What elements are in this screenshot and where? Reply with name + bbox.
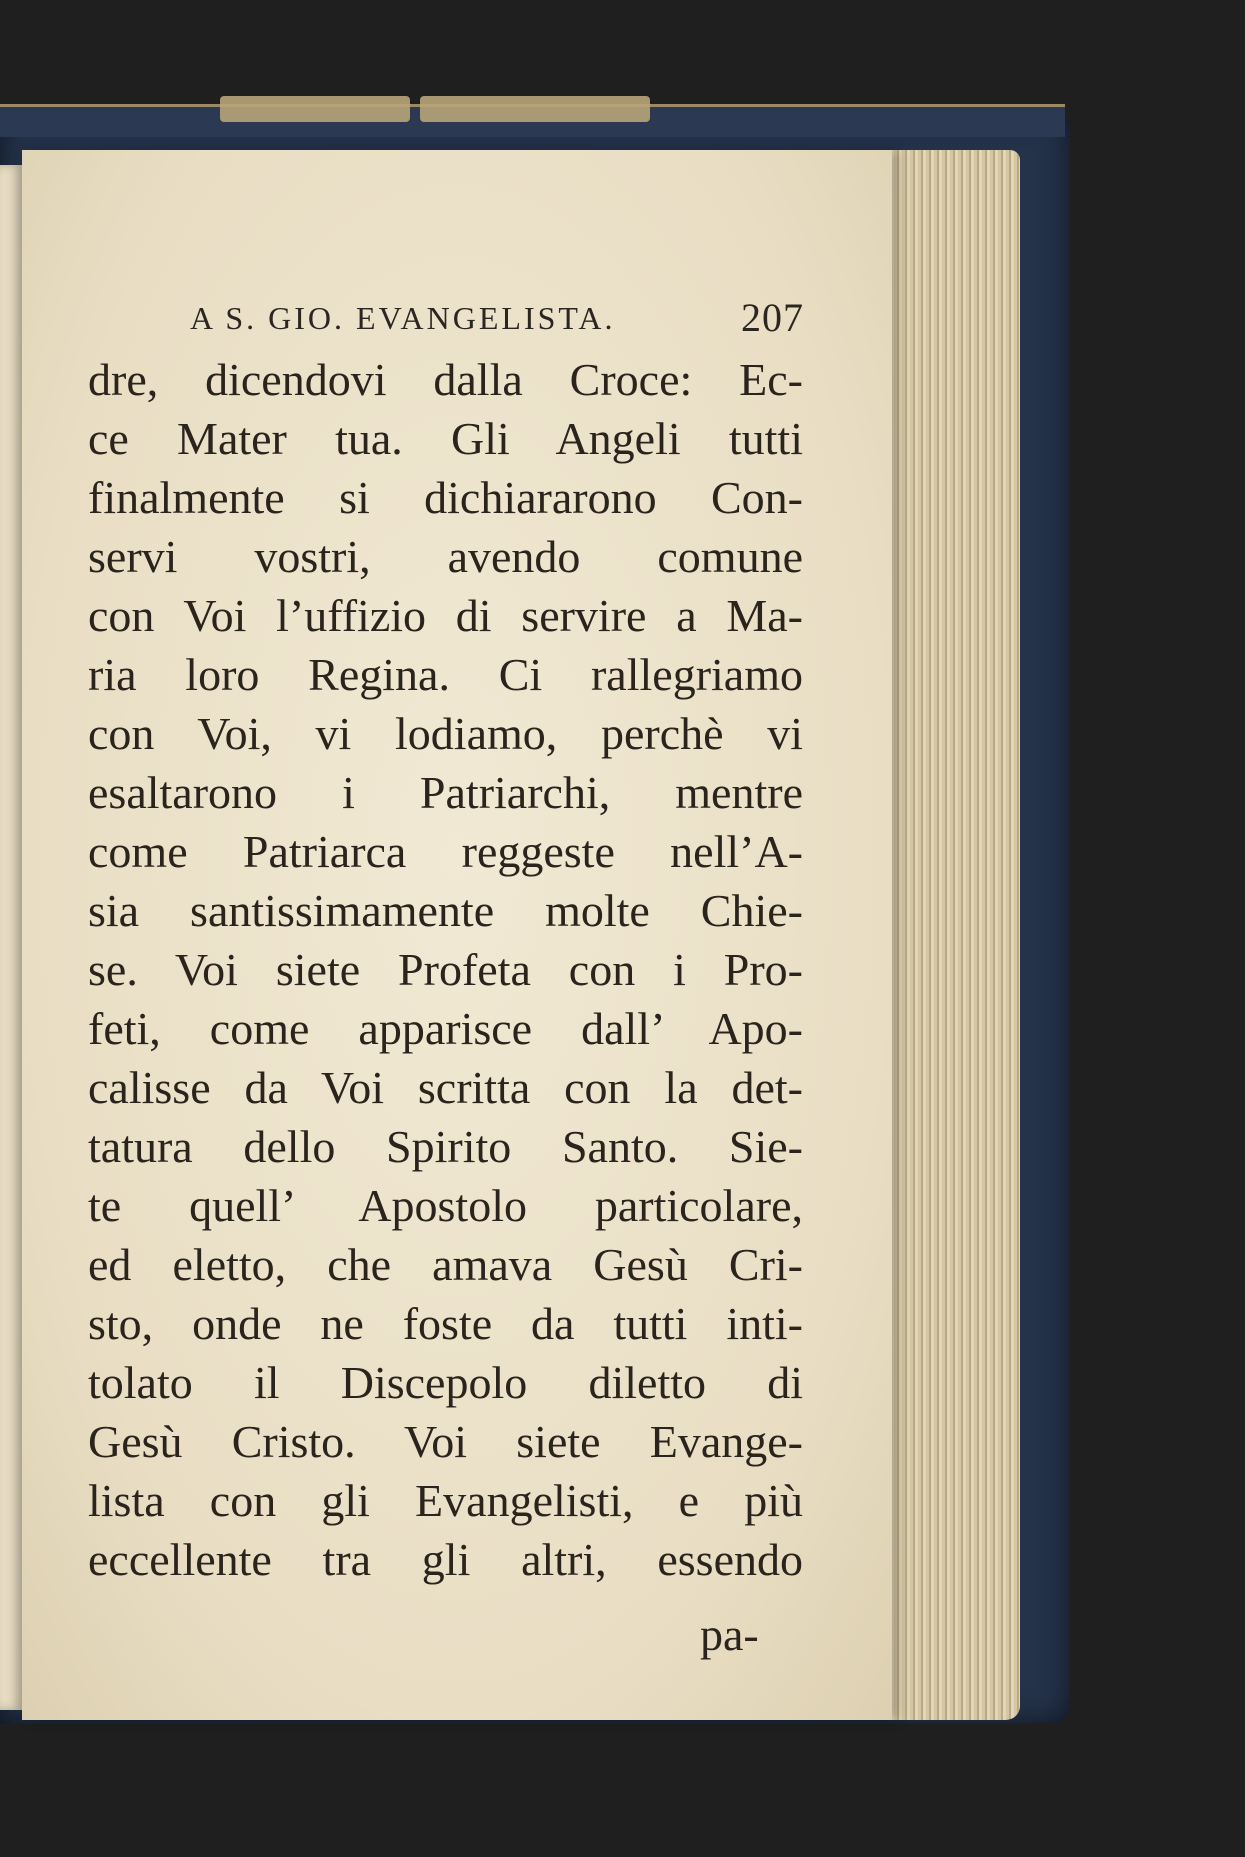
text-line: esaltarono i Patriarchi, mentre — [88, 767, 803, 818]
text-line: servi vostri, avendo comune — [88, 531, 803, 582]
text-line: Gesù Cristo. Voi siete Evange- — [88, 1416, 803, 1467]
text-line: finalmente si dichiararono Con- — [88, 472, 803, 523]
page-block-edge — [870, 150, 1020, 1720]
text-line: ria loro Regina. Ci rallegriamo — [88, 649, 803, 700]
text-line: come Patriarca reggeste nell’A- — [88, 826, 803, 877]
text-line: ed eletto, che amava Gesù Cri- — [88, 1239, 803, 1290]
text-line: sia santissimamente molte Chie- — [88, 885, 803, 936]
text-line: ce Mater tua. Gli Angeli tutti — [88, 413, 803, 464]
text-line: tatura dello Spirito Santo. Sie- — [88, 1121, 803, 1172]
running-head-title: A S. GIO. EVANGELISTA. — [190, 300, 616, 336]
facing-page-edge — [0, 165, 22, 1710]
torn-binding-strip — [220, 96, 410, 122]
text-line: te quell’ Apostolo particolare, — [88, 1180, 803, 1231]
text-line: calisse da Voi scritta con la det- — [88, 1062, 803, 1113]
page-body-text — [88, 350, 803, 1589]
text-line: sto, onde ne foste da tutti inti- — [88, 1298, 803, 1349]
torn-binding-strip — [420, 96, 650, 122]
catchword: pa- — [700, 1609, 759, 1660]
text-line: lista con gli Evangelisti, e più — [88, 1475, 803, 1526]
running-head — [190, 295, 810, 340]
text-line: con Voi, vi lodiamo, perchè vi — [88, 708, 803, 759]
text-line: dre, dicendovi dalla Croce: Ec- — [88, 354, 803, 405]
text-line: tolato il Discepolo diletto di — [88, 1357, 803, 1408]
text-line: se. Voi siete Profeta con i Pro- — [88, 944, 803, 995]
text-line: con Voi l’uffizio di servire a Ma- — [88, 590, 803, 641]
text-line: eccellente tra gli altri, essendo — [88, 1534, 803, 1585]
text-line: feti, come apparisce dall’ Apo- — [88, 1003, 803, 1054]
page-number: 207 — [741, 295, 804, 340]
